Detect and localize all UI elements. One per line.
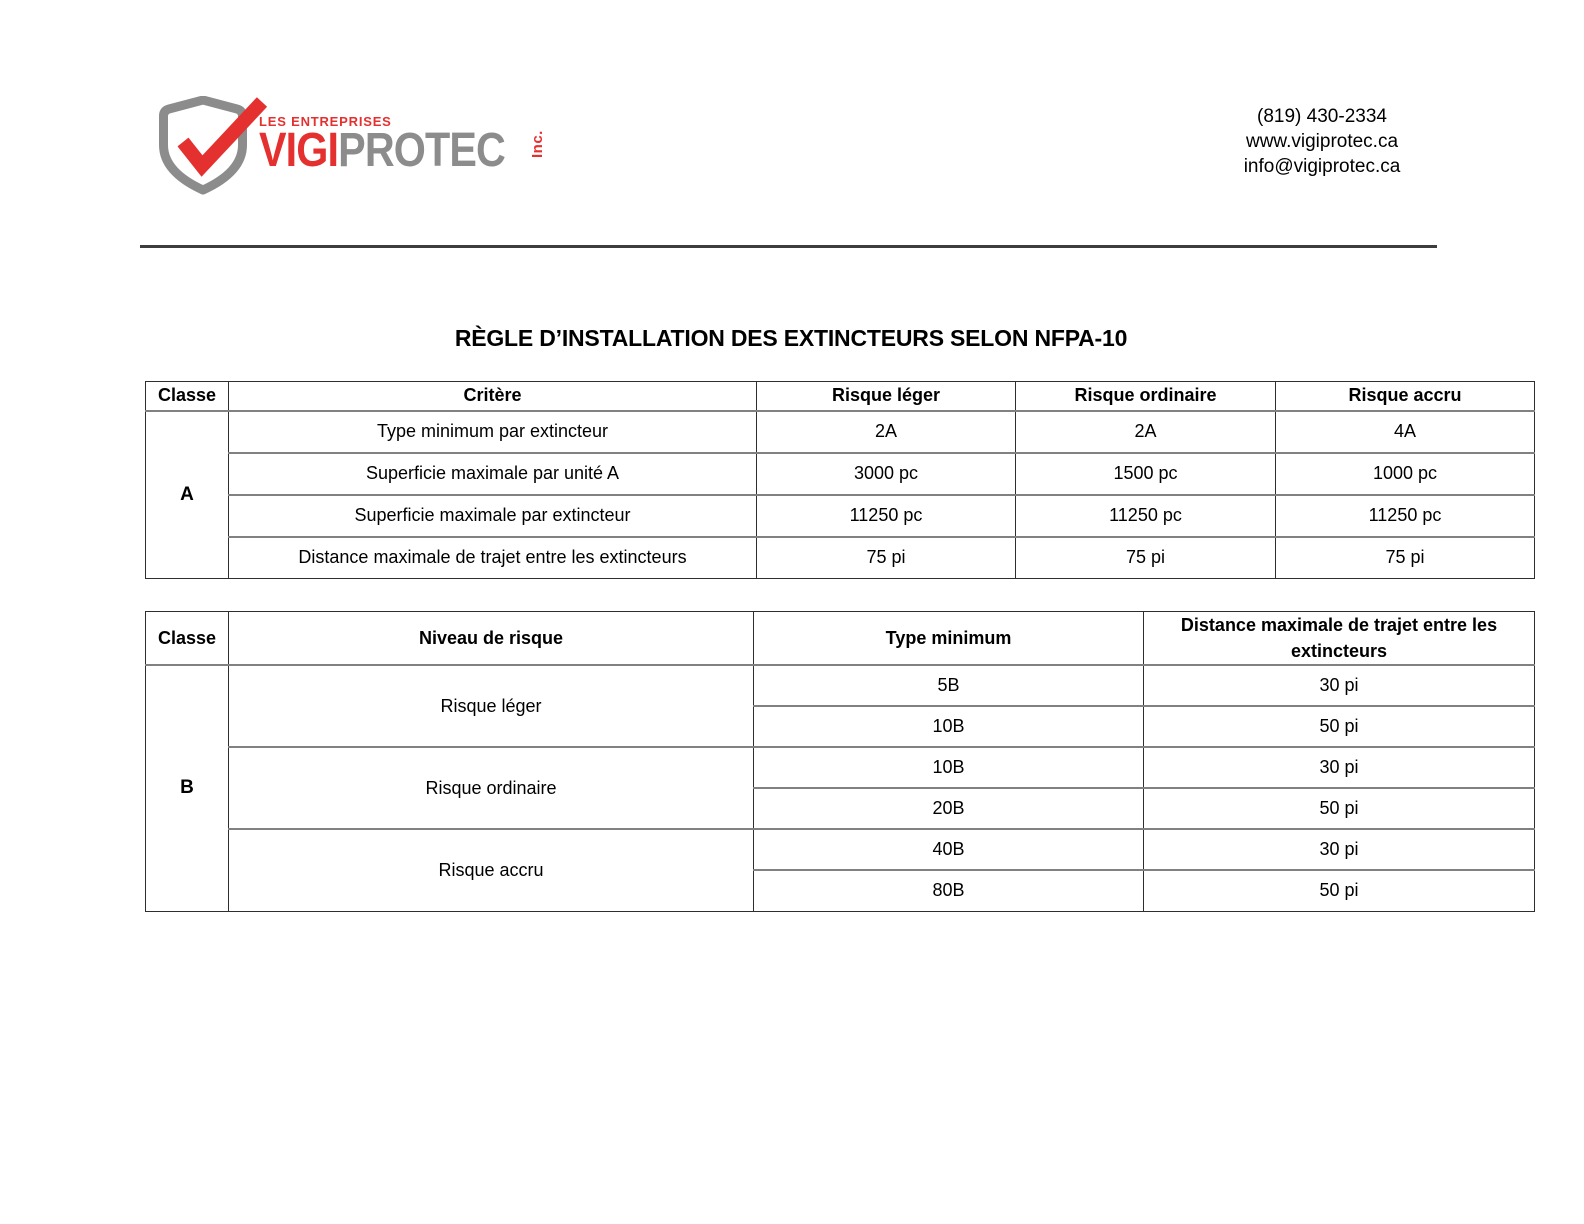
table-class-a [145, 381, 1535, 579]
table-b-type-cell: 5B [754, 665, 1144, 706]
table-a-value-cell: 75 pi [1276, 537, 1535, 579]
shield-check-icon [158, 96, 270, 196]
table-b-niveau-cell: Risque ordinaire [229, 747, 754, 829]
table-b-niveau-cell: Risque léger [229, 665, 754, 747]
table-a-critere-cell: Superficie maximale par unité A [229, 453, 757, 495]
separator-line [140, 245, 1437, 248]
table-b-distance-cell: 50 pi [1144, 706, 1535, 747]
logo-wordmark-red: VIGI [259, 124, 339, 177]
table-b-header-type: Type minimum [754, 612, 1144, 666]
table-a-value-cell: 2A [1016, 411, 1276, 453]
table-b-type-cell: 40B [754, 829, 1144, 870]
table-a-classe-cell: A [146, 411, 229, 579]
table-b-distance-cell: 50 pi [1144, 870, 1535, 911]
table-row [146, 665, 1535, 706]
table-b-type-cell: 20B [754, 788, 1144, 829]
page-title: RÈGLE D’INSTALLATION DES EXTINCTEURS SELON NFPA-10 [454, 325, 1128, 351]
table-b-classe-cell: B [146, 665, 229, 911]
table-b-distance-cell: 50 pi [1144, 788, 1535, 829]
table-a-header-risque-accru: Risque accru [1276, 382, 1535, 411]
table-b-header-row [146, 612, 1535, 666]
table-b-distance-cell: 30 pi [1144, 747, 1535, 788]
table-row [146, 537, 1535, 579]
table-a-critere-cell: Type minimum par extincteur [229, 411, 757, 453]
table-a-value-cell: 2A [757, 411, 1016, 453]
logo-text [259, 114, 545, 177]
logo-suffix: Inc. [529, 130, 546, 158]
contact-website: www.vigiprotec.ca [1245, 131, 1399, 152]
logo-wordmark-gray: PROTEC [338, 124, 506, 177]
table-b-distance-cell: 30 pi [1144, 829, 1535, 870]
table-a-header-critere: Critère [229, 382, 757, 411]
table-row [146, 495, 1535, 537]
table-b-distance-cell: 30 pi [1144, 665, 1535, 706]
logo [158, 92, 588, 196]
table-b-type-cell: 10B [754, 706, 1144, 747]
contact-email: info@vigiprotec.ca [1243, 156, 1401, 177]
table-b-niveau-cell: Risque accru [229, 829, 754, 911]
contact-phone: (819) 430-2334 [1257, 106, 1387, 127]
table-a-value-cell: 75 pi [757, 537, 1016, 579]
table-a-value-cell: 11250 pc [1276, 495, 1535, 537]
table-row [146, 829, 1535, 870]
table-a-value-cell: 4A [1276, 411, 1535, 453]
table-row [146, 453, 1535, 495]
table-a-critere-cell: Distance maximale de trajet entre les extincteurs [229, 537, 757, 579]
table-a-critere-cell: Superficie maximale par extincteur [229, 495, 757, 537]
table-b-header-distance: Distance maximale de trajet entre les extincteurs [1144, 612, 1535, 666]
table-a-value-cell: 11250 pc [757, 495, 1016, 537]
table-a-header-risque-ordinaire: Risque ordinaire [1016, 382, 1276, 411]
table-a-value-cell: 3000 pc [757, 453, 1016, 495]
table-a-value-cell: 11250 pc [1016, 495, 1276, 537]
contact-block [1232, 104, 1412, 179]
table-b-type-cell: 80B [754, 870, 1144, 911]
logo-wordmark [259, 124, 506, 177]
table-row [146, 747, 1535, 788]
table-b-header-classe: Classe [146, 612, 229, 666]
logo-tagline: LES ENTREPRISES [259, 114, 392, 129]
table-class-b [145, 611, 1535, 912]
table-a-value-cell: 1000 pc [1276, 453, 1535, 495]
table-row [146, 411, 1535, 453]
table-b-type-cell: 10B [754, 747, 1144, 788]
table-a-value-cell: 75 pi [1016, 537, 1276, 579]
table-a-header-classe: Classe [146, 382, 229, 411]
table-a-header-risque-leger: Risque léger [757, 382, 1016, 411]
table-b-header-niveau: Niveau de risque [229, 612, 754, 666]
table-a-value-cell: 1500 pc [1016, 453, 1276, 495]
table-a-header-row [146, 382, 1535, 411]
